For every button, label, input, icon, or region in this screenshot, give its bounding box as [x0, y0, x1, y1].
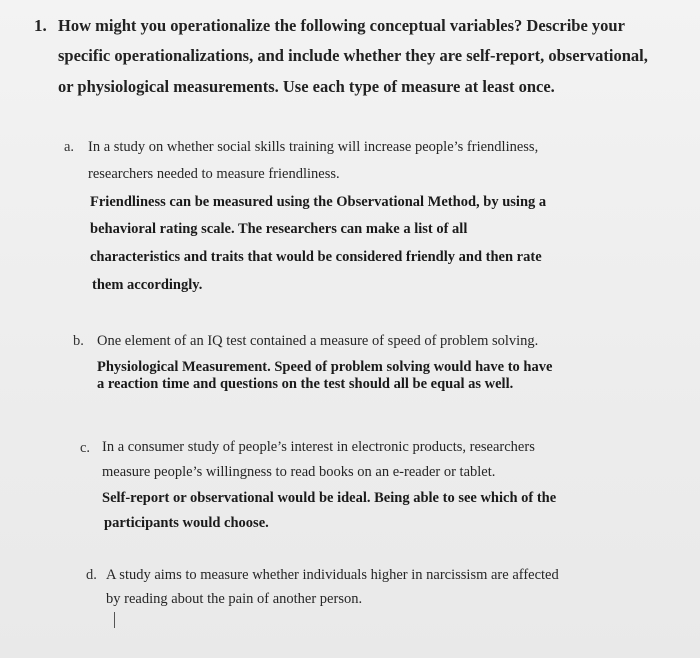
- part-a-answer-line-1: Friendliness can be measured using the Observational Method, by using a: [90, 194, 547, 210]
- part-d-letter: d.: [86, 567, 97, 583]
- part-c-answer-line-2: participants would choose.: [104, 515, 269, 531]
- part-b-answer-line-2: a reaction time and questions on the test should all be equal as well.: [97, 376, 514, 392]
- part-a-answer-line-4: them accordingly.: [92, 277, 203, 293]
- question-text-line-1: How might you operationalize the following conceptual variables? Describe your: [58, 16, 625, 35]
- question-text-line-3: or physiological measurements. Use each type of measure at least once.: [58, 77, 555, 96]
- part-a-prompt-line-1: In a study on whether social skills training will increase people’s friendliness,: [88, 139, 539, 155]
- part-b-prompt-line-1: One element of an IQ test contained a measure of speed of problem solving.: [97, 333, 539, 349]
- part-d-prompt-line-2: by reading about the pain of another person.: [106, 591, 363, 607]
- part-a-letter: a.: [64, 139, 75, 155]
- part-c-letter: c.: [80, 440, 91, 456]
- part-a-answer-line-3: characteristics and traits that would be considered friendly and then rate: [90, 249, 542, 265]
- part-d-prompt-line-1: A study aims to measure whether individuals higher in narcissism are affected: [106, 567, 559, 583]
- text-cursor[interactable]: [114, 612, 115, 628]
- part-a-prompt-line-2: researchers needed to measure friendliness.: [88, 166, 340, 182]
- part-c-prompt-line-2: measure people’s willingness to read books on an e-reader or tablet.: [102, 464, 496, 480]
- part-b-letter: b.: [73, 333, 84, 349]
- part-b-answer-line-1: Physiological Measurement. Speed of problem solving would have to have: [97, 359, 553, 375]
- part-c-prompt-line-1: In a consumer study of people’s interest in electronic products, researchers: [102, 439, 535, 455]
- part-a-answer-line-2: behavioral rating scale. The researchers can make a list of all: [90, 221, 468, 237]
- question-text-line-2: specific operationalizations, and include whether they are self-report, observational,: [58, 46, 648, 65]
- part-c-answer-line-1: Self-report or observational would be ideal. Being able to see which of the: [102, 490, 557, 506]
- question-number: 1.: [34, 16, 47, 35]
